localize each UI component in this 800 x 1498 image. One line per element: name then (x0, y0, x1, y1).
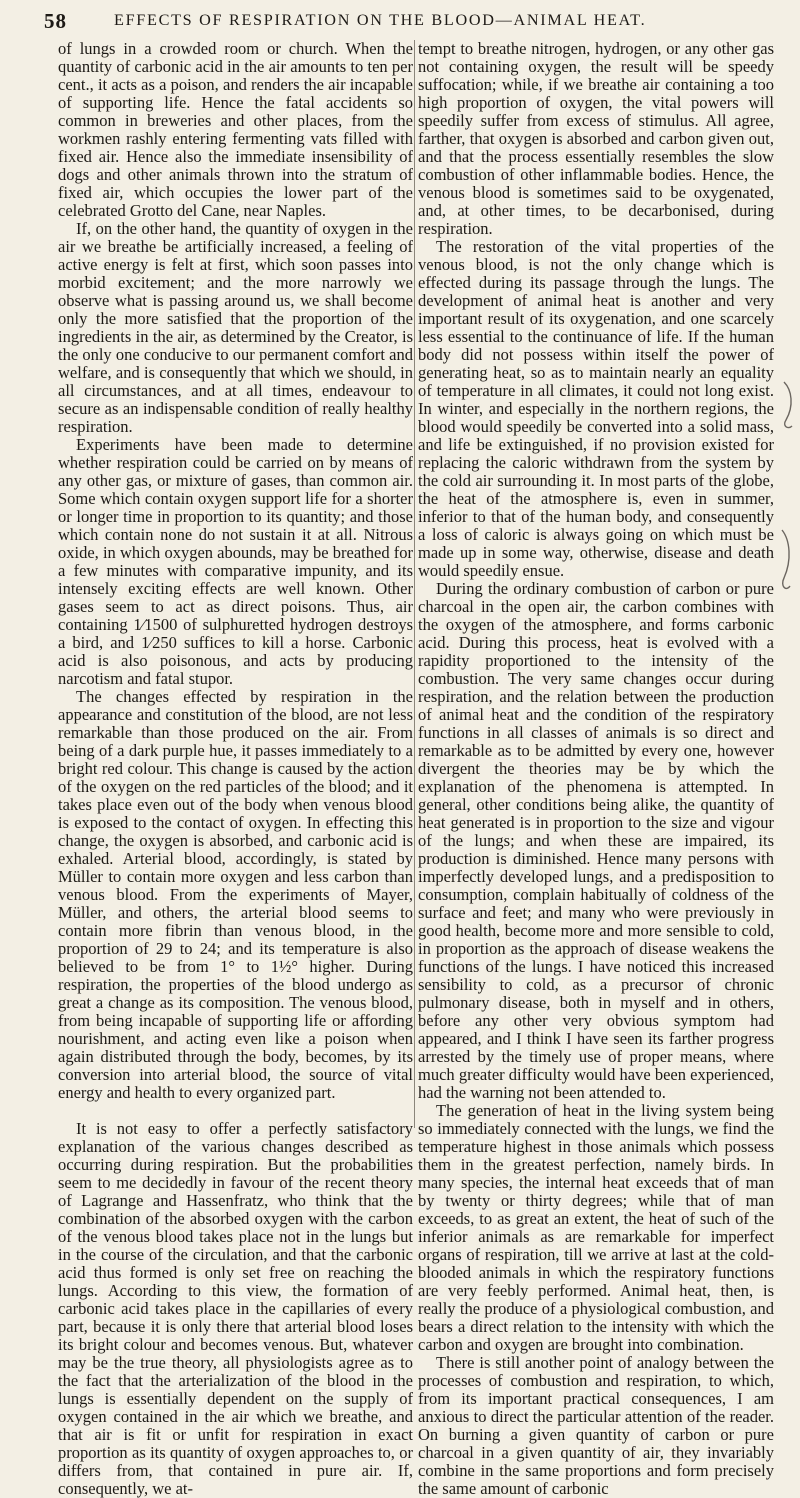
paragraph: The restoration of the vital properties of the venous blood, is not the only change which is effected during its passage through the lungs. The development of animal heat is another and very important result of its oxygenation, and one scarcely less essential to the continuance of life. If the human body did not possess within itself the power of generating heat, so as to maintain nearly an equality of temperature in all climates, it could not long exist. In winter, and especially in the northern regions, the blood would speedily be converted into a solid mass, and life be extinguished, if no provision existed for replacing the caloric withdrawn from the system by the cold air surrounding it. In most parts of the globe, the heat of the atmosphere is, even in summer, inferior to that of the human body, and consequently a loss of caloric is always going on which must be made up in some way, otherwise, disease and death would speedily ensue. (418, 237, 774, 580)
paragraph: It is not easy to offer a perfectly satisfactory explanation of the various changes described as occurring during respiration. But the probabilities seem to me decidedly in favour of the recent theory of Lagrange and Hassenfratz, who think that the combination of the absorbed oxygen with the carbon of the venous blood takes place not in the lungs but in the course of the circulation, and that the carbonic acid thus formed is only set free on reaching the lungs. According to this view, the formation of carbonic acid takes place in the capillaries of every part, because it is only there that arterial blood loses its bright colour and becomes venous. But, whatever may be the true theory, all physiologists agree as to the fact that the arterialization of the blood in the lungs is essentially dependent on the supply of oxygen contained in the air which we breathe, and that air is fit or unfit for respiration in exact proportion as its quantity of oxygen approaches to, or differs from, that contained in pure air. If, consequently, we at- (58, 1119, 413, 1498)
paragraph: of lungs in a crowded room or church. When the quantity of carbonic acid in the air amounts to ten per cent., it acts as a poison, and renders the air incapable of supporting life. Hence the fatal accidents so common in breweries and other places, from the workmen rashly entering fermenting vats filled with fixed air. Hence also the immediate insensibility of dogs and other animals thrown into the stratum of fixed air, which occupies the lower part of the celebrated Grotto del Cane, near Naples. (58, 39, 413, 220)
paragraph: tempt to breathe nitrogen, hydrogen, or any other gas not containing oxygen, the result will be speedy suffocation; while, if we breathe air containing a too high proportion of oxygen, the vital powers will speedily suffer from excess of stimulus. All agree, farther, that oxygen is absorbed and carbon given out, and that the process essentially resembles the slow combustion of other inflammable bodies. Hence, the venous blood is sometimes said to be oxygenated, and, at other times, to be decarbonised, during respiration. (418, 39, 774, 238)
left-column (58, 40, 413, 1498)
running-title: EFFECTS OF RESPIRATION ON THE BLOOD—ANIMAL HEAT. (114, 11, 647, 29)
column-divider (414, 40, 415, 1128)
page-header (0, 0, 800, 34)
paragraph: Experiments have been made to determine whether respiration could be carried on by means of any other gas, or mixture of gases, than common air. Some which contain oxygen support life for a shorter or longer time in proportion to its quantity; and those which contain none do not sustain it at all. Nitrous oxide, in which oxygen abounds, may be breathed for a few minutes with comparative impunity, and its intensely exciting effects are well known. Other gases seem to act as direct poisons. Thus, air containing 1⁄1500 of sulphuretted hydrogen destroys a bird, and 1⁄250 suffices to kill a horse. Carbonic acid is also poisonous, and acts by producing narcotism and fatal stupor. (58, 435, 413, 688)
page-number: 58 (44, 9, 67, 33)
margin-pencil-mark (776, 380, 798, 610)
paragraph: The changes effected by respiration in the appearance and constitution of the blood, are not less remarkable than those produced on the air. From being of a dark purple hue, it passes immediately to a bright red colour. This change is caused by the action of the oxygen on the red particles of the blood; and it takes place even out of the body when venous blood is exposed to the contact of oxygen. In effecting this change, the oxygen is absorbed, and carbonic acid is exhaled. Arterial blood, accordingly, is stated by Müller to contain more oxygen and less carbon than venous blood. From the experiments of Mayer, Müller, and others, the arterial blood seems to contain more fibrin than venous blood, in the proportion of 29 to 24; and its temperature is also believed to be from 1° to 1½° higher. During respiration, the properties of the blood undergo as great a change as its composition. The venous blood, from being incapable of supporting life or affording nourishment, and acting even like a poison when again distributed through the body, becomes, by its conversion into arterial blood, the source of vital energy and health to every organized part. (58, 687, 413, 1102)
right-column (418, 40, 774, 1498)
paragraph: If, on the other hand, the quantity of oxygen in the air we breathe be artificially increased, a feeling of active energy is felt at first, which soon passes into morbid excitement; and the more narrowly we observe what is passing around us, we shall become only the more satisfied that the proportion of the ingredients in the air, as determined by the Creator, is the only one conducive to our permanent comfort and welfare, and is consequently that which we should, in all circumstances, and at all times, endeavour to secure as an indispensable condition of really healthy respiration. (58, 219, 413, 436)
paragraph: During the ordinary combustion of carbon or pure charcoal in the open air, the carbon combines with the oxygen of the atmosphere, and forms carbonic acid. During this process, heat is evolved with a rapidity proportioned to the intensity of the combustion. The very same changes occur during respiration, and the relation between the production of animal heat and the condition of the respiratory functions in all classes of animals is so direct and remarkable as to be admitted by every one, however divergent the theories may be by which the explanation of the phenomena is attempted. In general, other conditions being alike, the quantity of heat generated is in proportion to the size and vigour of the lungs; and when these are impaired, its production is diminished. Hence many persons with imperfectly developed lungs, and a predisposition to consumption, complain habitually of coldness of the surface and feet; and many who were previously in good health, become more and more sensible to cold, in proportion as the approach of disease weakens the functions of the lungs. I have noticed this increased sensibility to cold, as a precursor of chronic pulmonary disease, both in myself and in others, before any other very obvious symptom had appeared, and I think I have seen its farther progress arrested by the timely use of proper means, where much greater difficulty would have been experienced, had the warning not been attended to. (418, 579, 774, 1102)
paragraph: There is still another point of analogy between the processes of combustion and respiration, to which, from its important practical consequences, I am anxious to direct the particular attention of the reader. On burning a given quantity of carbon or pure charcoal in a given quantity of air, they invariably combine in the same proportions and form precisely the same amount of carbonic (418, 1353, 774, 1498)
paragraph: The generation of heat in the living system being so immediately connected with the lungs, we find the temperature highest in those animals which possess them in the greatest perfection, namely birds. In many species, the internal heat exceeds that of man by twenty or thirty degrees; while that of man exceeds, to as great an extent, the heat of such of the inferior animals as are remarkable for imperfect organs of respiration, till we arrive at last at the cold-blooded animals in which the respiratory functions are very feebly performed. Animal heat, then, is really the produce of a physiological combustion, and bears a direct relation to the intensity with which the carbon and oxygen are brought into combination. (418, 1101, 774, 1354)
